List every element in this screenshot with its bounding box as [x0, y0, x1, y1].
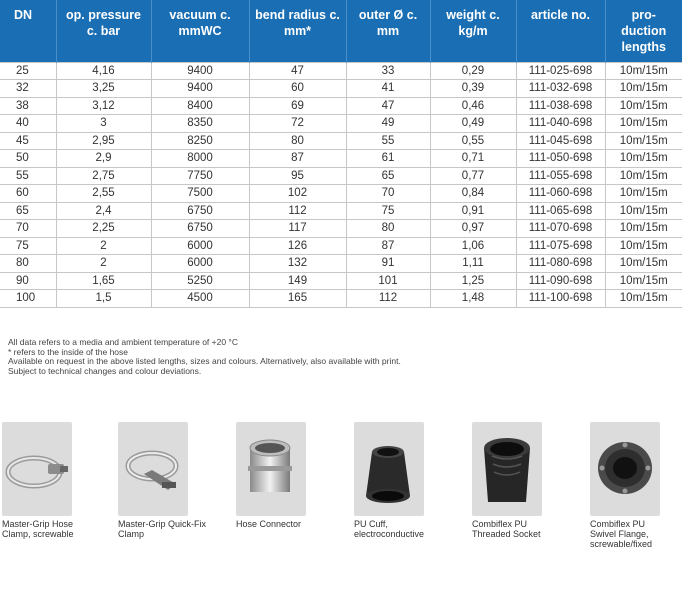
table-cell: 41 — [346, 80, 430, 98]
product-caption — [118, 519, 230, 539]
table-cell: 1,65 — [56, 272, 151, 290]
table-cell: 10m/15m — [605, 185, 682, 203]
table-cell: 55 — [0, 167, 56, 185]
column-header-line: DN — [14, 8, 33, 22]
table-cell: 1,11 — [430, 255, 516, 273]
table-cell: 101 — [346, 272, 430, 290]
table-cell: 65 — [0, 202, 56, 220]
column-header — [346, 0, 430, 62]
table-cell: 9400 — [151, 62, 249, 80]
table-header-row — [0, 0, 682, 62]
table-cell: 2,75 — [56, 167, 151, 185]
product-caption-line: Hose Connector — [236, 519, 302, 529]
table-cell: 1,5 — [56, 290, 151, 308]
table-row — [0, 290, 682, 308]
hose-connector-icon — [236, 422, 306, 516]
table-cell: 50 — [0, 150, 56, 168]
table-cell: 111-075-698 — [516, 237, 605, 255]
table-cell: 95 — [249, 167, 346, 185]
table-cell: 8350 — [151, 115, 249, 133]
table-cell: 0,71 — [430, 150, 516, 168]
table-cell: 60 — [0, 185, 56, 203]
quick-fix-clamp-icon — [118, 422, 188, 516]
table-cell: 2,4 — [56, 202, 151, 220]
table-cell: 111-060-698 — [516, 185, 605, 203]
table-cell: 65 — [346, 167, 430, 185]
table-row — [0, 80, 682, 98]
table-cell: 0,97 — [430, 220, 516, 238]
table-cell: 7500 — [151, 185, 249, 203]
table-cell: 80 — [0, 255, 56, 273]
table-cell: 2 — [56, 255, 151, 273]
accessory-gallery — [0, 422, 682, 572]
table-cell: 10m/15m — [605, 290, 682, 308]
table-cell: 9400 — [151, 80, 249, 98]
column-header-line: weight c. — [446, 8, 500, 22]
table-cell: 2,9 — [56, 150, 151, 168]
table-cell: 87 — [346, 237, 430, 255]
table-cell: 111-038-698 — [516, 97, 605, 115]
table-cell: 47 — [346, 97, 430, 115]
note-line: * refers to the inside of the hose — [8, 346, 129, 357]
table-cell: 91 — [346, 255, 430, 273]
table-cell: 8000 — [151, 150, 249, 168]
table-cell: 112 — [249, 202, 346, 220]
table-cell: 6750 — [151, 220, 249, 238]
product-card — [472, 422, 584, 539]
table-cell: 80 — [249, 132, 346, 150]
table-cell: 117 — [249, 220, 346, 238]
table-cell: 45 — [0, 132, 56, 150]
table-cell: 1,48 — [430, 290, 516, 308]
column-header-line: mm* — [283, 24, 312, 38]
table-cell: 1,06 — [430, 237, 516, 255]
product-caption-line: Master-Grip Hose — [2, 519, 74, 529]
table-cell: 75 — [346, 202, 430, 220]
table-row — [0, 97, 682, 115]
table-cell: 111-080-698 — [516, 255, 605, 273]
product-card — [354, 422, 466, 539]
product-caption — [236, 519, 348, 529]
table-cell: 126 — [249, 237, 346, 255]
table-cell: 4,16 — [56, 62, 151, 80]
table-cell: 111-065-698 — [516, 202, 605, 220]
table-cell: 60 — [249, 80, 346, 98]
column-header-line: bend radius c. — [255, 8, 340, 22]
table-cell: 0,91 — [430, 202, 516, 220]
table-cell: 49 — [346, 115, 430, 133]
product-card — [2, 422, 114, 539]
column-header — [516, 0, 605, 62]
column-header-line: c. bar — [86, 24, 121, 38]
product-caption-line: electroconductive — [354, 529, 425, 539]
table-cell: 70 — [0, 220, 56, 238]
table-cell: 10m/15m — [605, 220, 682, 238]
product-caption-line: Master-Grip Quick-Fix — [118, 519, 207, 529]
column-header-line: outer Ø c. — [358, 8, 418, 22]
table-cell: 10m/15m — [605, 62, 682, 80]
column-header — [249, 0, 346, 62]
product-card — [236, 422, 348, 529]
table-cell: 132 — [249, 255, 346, 273]
table-row — [0, 220, 682, 238]
table-cell: 10m/15m — [605, 202, 682, 220]
table-row — [0, 272, 682, 290]
product-caption-line: PU Cuff, — [354, 519, 388, 529]
table-cell: 102 — [249, 185, 346, 203]
column-header-line: mmWC — [178, 24, 222, 38]
table-cell: 165 — [249, 290, 346, 308]
product-caption-line: screwable/fixed — [590, 539, 653, 549]
table-cell: 80 — [346, 220, 430, 238]
table-cell: 6000 — [151, 237, 249, 255]
table-cell: 2,55 — [56, 185, 151, 203]
table-cell: 111-090-698 — [516, 272, 605, 290]
note-line: All data refers to a media and ambient temperature of +20 °C — [8, 337, 238, 347]
table-cell: 10m/15m — [605, 115, 682, 133]
table-cell: 10m/15m — [605, 255, 682, 273]
table-notes — [8, 338, 678, 376]
table-row — [0, 185, 682, 203]
table-cell: 111-100-698 — [516, 290, 605, 308]
table-row — [0, 202, 682, 220]
table-cell: 3 — [56, 115, 151, 133]
table-cell: 69 — [249, 97, 346, 115]
table-cell: 111-025-698 — [516, 62, 605, 80]
product-caption — [2, 519, 114, 539]
table-cell: 38 — [0, 97, 56, 115]
table-cell: 90 — [0, 272, 56, 290]
table-cell: 0,46 — [430, 97, 516, 115]
table-cell: 5250 — [151, 272, 249, 290]
table-cell: 1,25 — [430, 272, 516, 290]
table-cell: 10m/15m — [605, 167, 682, 185]
pu-cuff-icon — [354, 422, 424, 516]
table-row — [0, 237, 682, 255]
product-caption-line: Combiflex PU — [590, 519, 646, 529]
product-caption-line: Threaded Socket — [472, 529, 541, 539]
table-cell: 6750 — [151, 202, 249, 220]
table-row — [0, 62, 682, 80]
column-header-line: article no. — [530, 8, 591, 22]
table-cell: 111-045-698 — [516, 132, 605, 150]
table-row — [0, 115, 682, 133]
table-row — [0, 132, 682, 150]
table-cell: 10m/15m — [605, 272, 682, 290]
table-cell: 0,39 — [430, 80, 516, 98]
table-cell: 0,49 — [430, 115, 516, 133]
column-header — [0, 0, 56, 62]
table-cell: 3,25 — [56, 80, 151, 98]
table-cell: 0,84 — [430, 185, 516, 203]
table-cell: 10m/15m — [605, 132, 682, 150]
product-caption — [472, 519, 584, 539]
table-cell: 70 — [346, 185, 430, 203]
table-cell: 33 — [346, 62, 430, 80]
column-header-line: duction — [621, 24, 667, 38]
table-cell: 2 — [56, 237, 151, 255]
table-cell: 111-055-698 — [516, 167, 605, 185]
table-cell: 47 — [249, 62, 346, 80]
table-cell: 100 — [0, 290, 56, 308]
column-header — [605, 0, 682, 62]
table-cell: 25 — [0, 62, 56, 80]
swivel-flange-icon — [590, 422, 660, 516]
column-header — [430, 0, 516, 62]
table-cell: 8400 — [151, 97, 249, 115]
threaded-socket-icon — [472, 422, 542, 516]
column-header-line: pro- — [631, 8, 656, 22]
hose-clamp-icon — [2, 422, 72, 516]
table-cell: 55 — [346, 132, 430, 150]
table-cell: 2,95 — [56, 132, 151, 150]
table-cell: 6000 — [151, 255, 249, 273]
column-header — [151, 0, 249, 62]
table-cell: 61 — [346, 150, 430, 168]
table-cell: 7750 — [151, 167, 249, 185]
table-cell: 0,29 — [430, 62, 516, 80]
table-row — [0, 150, 682, 168]
table-cell: 112 — [346, 290, 430, 308]
table-cell: 111-050-698 — [516, 150, 605, 168]
table-cell: 3,12 — [56, 97, 151, 115]
product-caption — [354, 519, 466, 539]
column-header-line: op. pressure — [65, 8, 142, 22]
column-header-line: kg/m — [458, 24, 488, 38]
table-cell: 32 — [0, 80, 56, 98]
table-cell: 0,55 — [430, 132, 516, 150]
table-cell: 72 — [249, 115, 346, 133]
column-header — [56, 0, 151, 62]
table-cell: 10m/15m — [605, 237, 682, 255]
table-cell: 87 — [249, 150, 346, 168]
product-card — [590, 422, 682, 549]
product-caption-line: Clamp, screwable — [2, 529, 74, 539]
column-header-line: vacuum c. — [169, 8, 231, 22]
table-cell: 10m/15m — [605, 80, 682, 98]
table-cell: 75 — [0, 237, 56, 255]
table-cell: 111-040-698 — [516, 115, 605, 133]
column-header-line: lengths — [621, 40, 666, 54]
table-body — [0, 62, 682, 307]
table-row — [0, 167, 682, 185]
product-card — [118, 422, 230, 539]
table-cell: 8250 — [151, 132, 249, 150]
note-line: Subject to technical changes and colour deviations. — [8, 365, 202, 376]
note-line: Available on request in the above listed lengths, sizes and colours. Alternatively, also available with print. — [8, 356, 401, 366]
table-cell: 10m/15m — [605, 150, 682, 168]
table-cell: 149 — [249, 272, 346, 290]
table-cell: 0,77 — [430, 167, 516, 185]
table-row — [0, 255, 682, 273]
table-cell: 111-032-698 — [516, 80, 605, 98]
table-cell: 40 — [0, 115, 56, 133]
product-caption — [590, 519, 682, 549]
product-caption-line: Combiflex PU — [472, 519, 528, 529]
table-cell: 111-070-698 — [516, 220, 605, 238]
product-caption-line: Swivel Flange, — [590, 529, 649, 539]
table-cell: 4500 — [151, 290, 249, 308]
table-cell: 2,25 — [56, 220, 151, 238]
table-cell: 10m/15m — [605, 97, 682, 115]
column-header-line: mm — [376, 24, 400, 38]
product-caption-line: Clamp — [118, 529, 145, 539]
